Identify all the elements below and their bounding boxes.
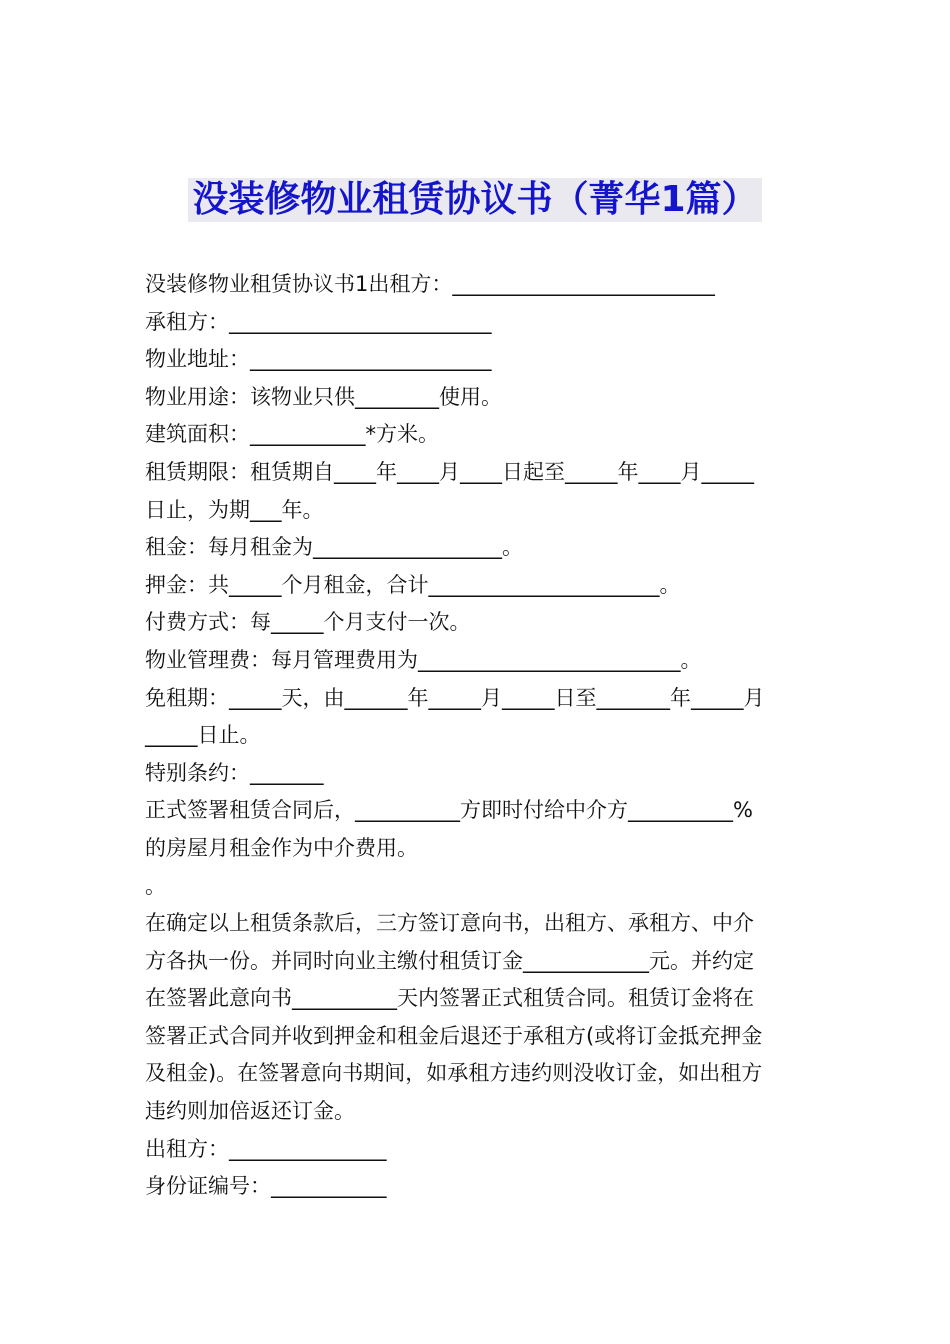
body-line: 物业管理费：每月管理费用为_________________________。 xyxy=(145,647,702,672)
body-line: 方各执一份。并同时向业主缴付租赁订金____________元。并约定 xyxy=(145,948,754,973)
body-line: 物业用途：该物业只供________使用。 xyxy=(145,384,502,409)
body-line: 没装修物业租赁协议书1出租方：_________________________ xyxy=(145,272,715,296)
body-line: 日止，为期___年。 xyxy=(145,497,324,522)
body-line: 违约则加倍返还订金。 xyxy=(145,1099,355,1124)
body-line: 承租方：_________________________ xyxy=(145,309,492,334)
body-line: 建筑面积：___________*方米。 xyxy=(145,422,439,447)
body-line: 免租期：_____天，由______年_____月_____日至_______年_____月 xyxy=(145,685,765,710)
document-title: 没装修物业租赁协议书（菁华1篇） xyxy=(188,178,761,222)
body-line: 。 xyxy=(145,873,166,898)
body-line: 的房屋月租金作为中介费用。 xyxy=(145,835,418,860)
body-line: 正式签署租赁合同后，__________方即时付给中介方__________% xyxy=(145,798,753,823)
body-line: 付费方式：每_____个月支付一次。 xyxy=(145,610,471,635)
document-body xyxy=(145,266,810,1206)
body-line: 在确定以上租赁条款后，三方签订意向书，出租方、承租方、中介 xyxy=(145,911,754,936)
body-line: _____日止。 xyxy=(145,723,261,748)
body-line: 在签署此意向书__________天内签署正式租赁合同。租赁订金将在 xyxy=(145,986,754,1011)
body-line: 物业地址：_______________________ xyxy=(145,347,492,372)
body-line: 押金：共_____个月租金，合计______________________。 xyxy=(145,572,681,597)
body-line: 特别条约：_______ xyxy=(145,760,324,785)
title-container xyxy=(0,178,950,222)
body-line: 签署正式合同并收到押金和租金后退还于承租方(或将订金抵充押金 xyxy=(145,1023,763,1048)
body-line: 租赁期限：租赁期自____年____月____日起至_____年____月_____ xyxy=(145,459,754,484)
body-line: 租金：每月租金为__________________。 xyxy=(145,535,523,560)
body-line: 出租方：_______________ xyxy=(145,1136,387,1161)
body-line: 及租金)。在签署意向书期间，如承租方违约则没收订金，如出租方 xyxy=(145,1061,763,1086)
body-line: 身份证编号：___________ xyxy=(145,1174,387,1199)
